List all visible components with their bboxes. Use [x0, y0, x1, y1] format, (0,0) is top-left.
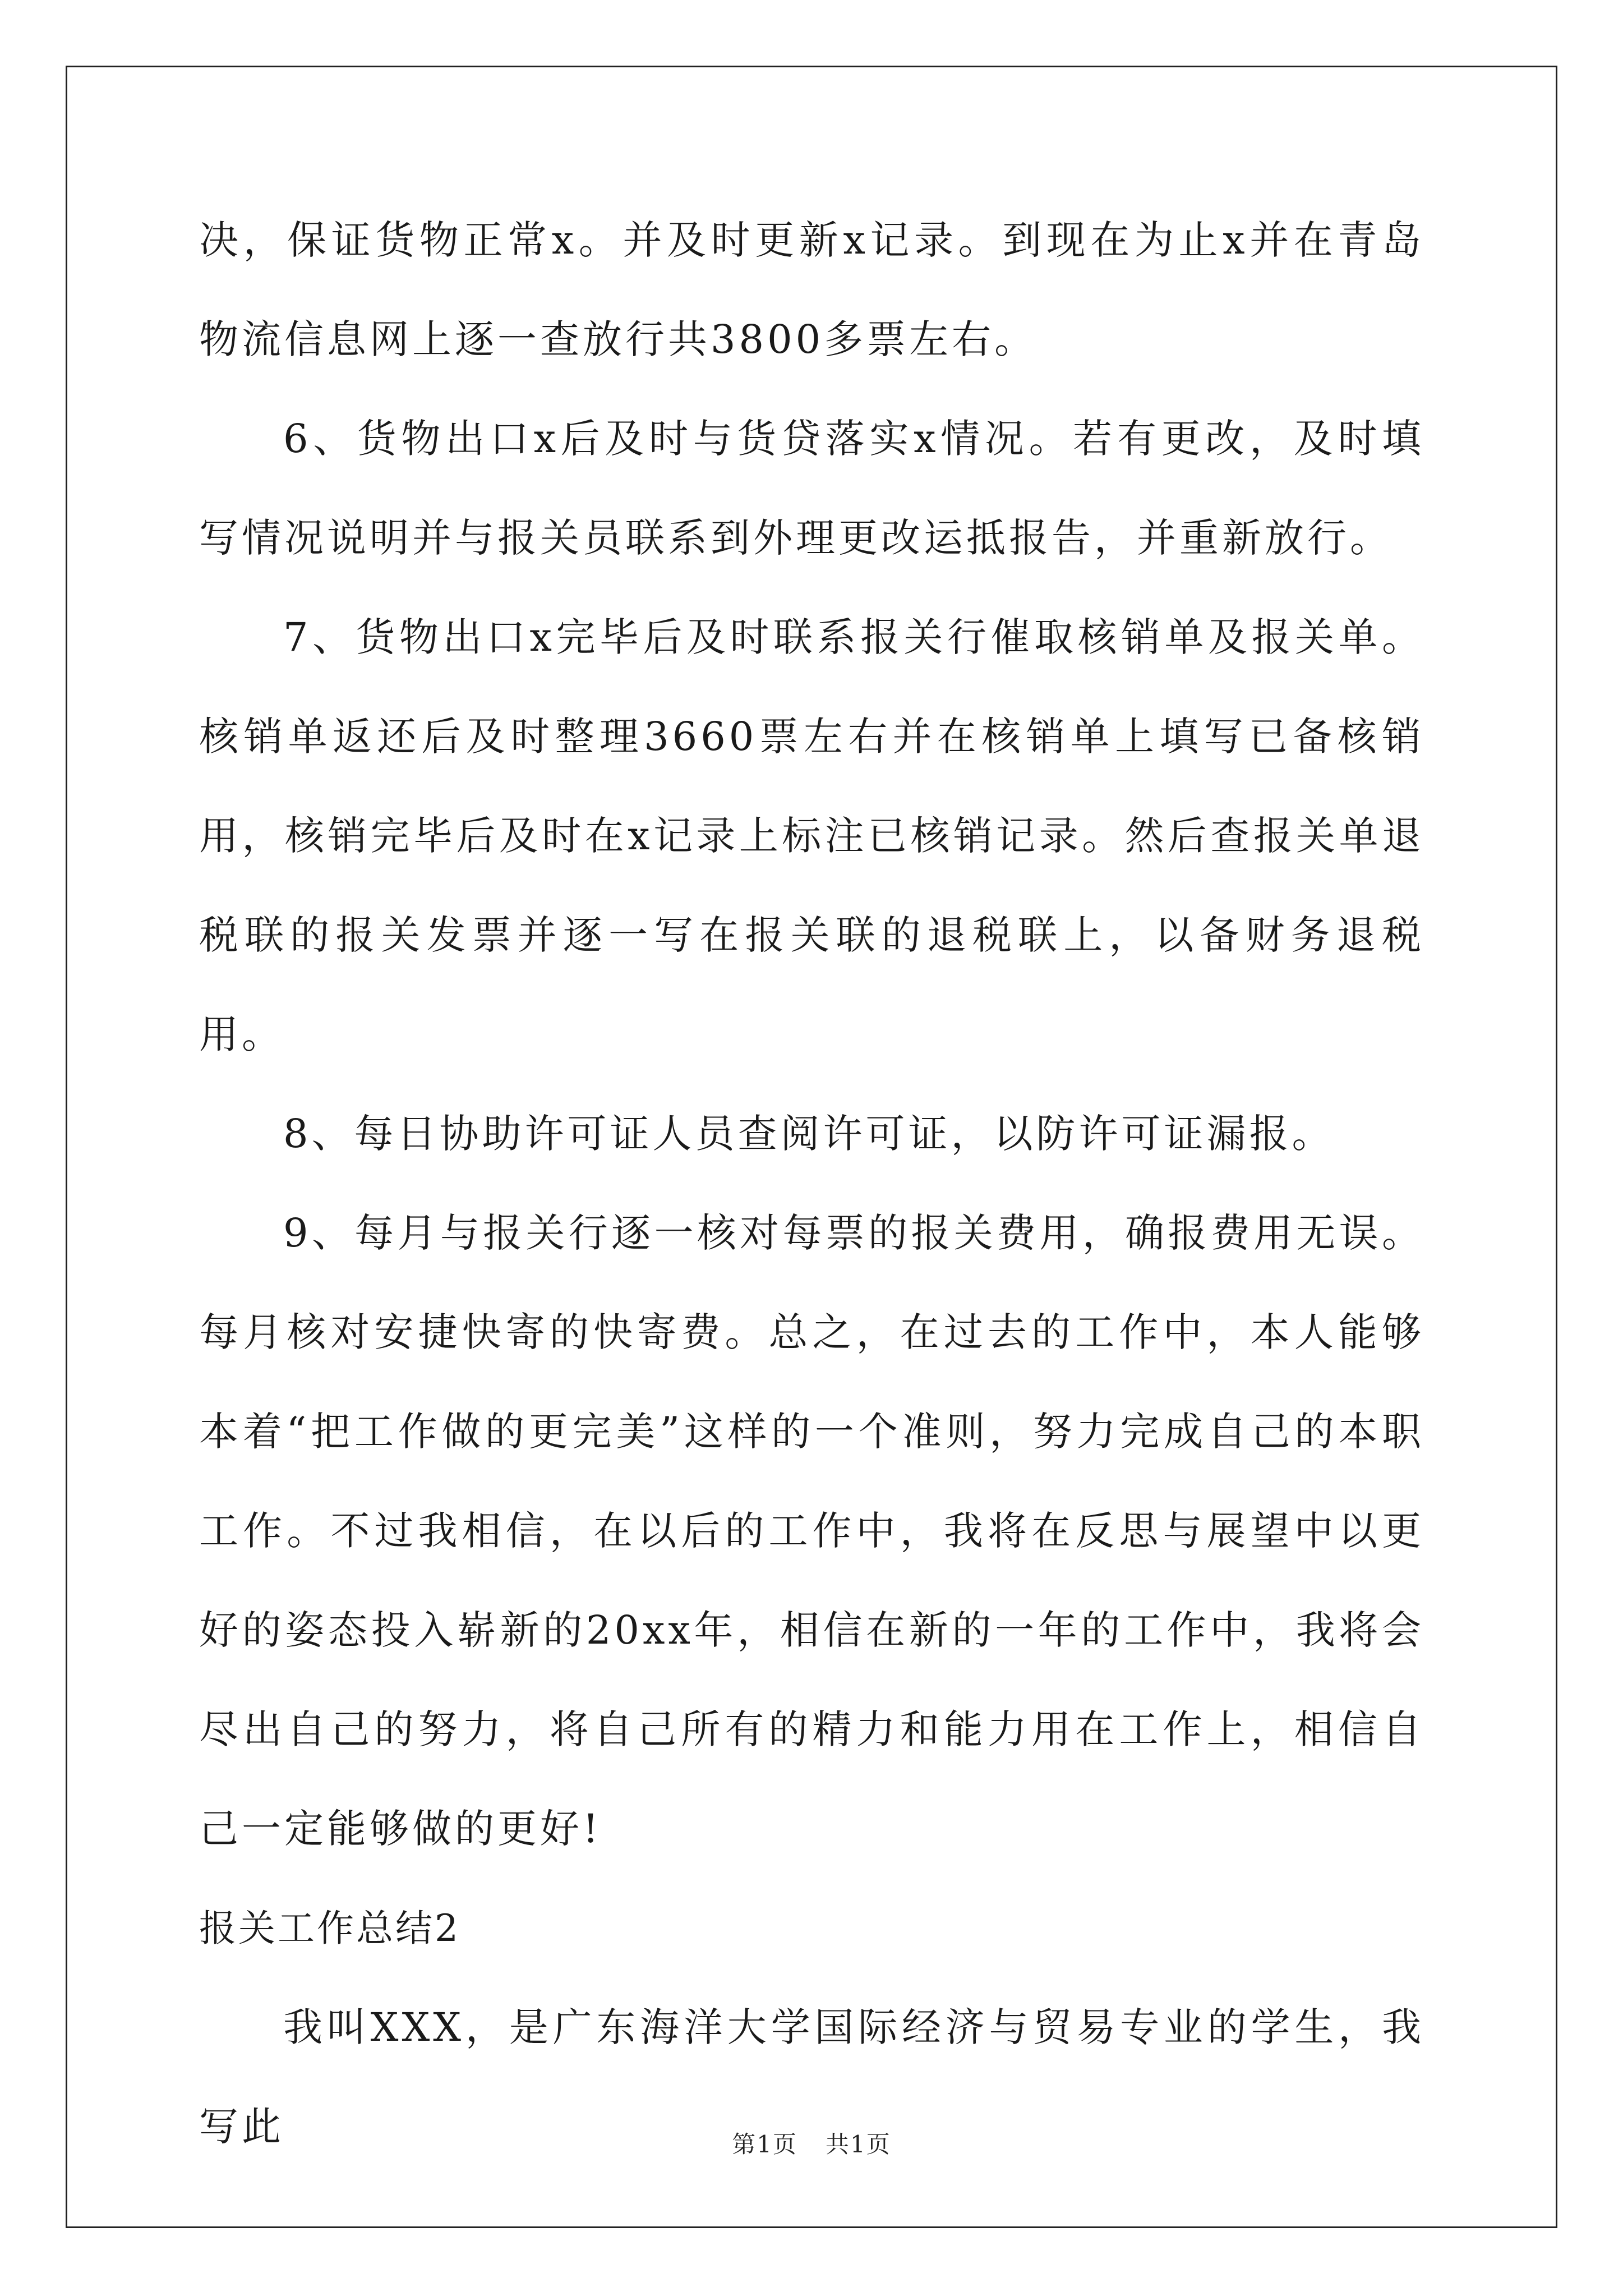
- paragraph-item-7: 7、货物出口x完毕后及时联系报关行催取核销单及报关单。核销单返还后及时整理3660票左右并在核销单上填写已备核销用，核销完毕后及时在x记录上标注已核销记录。然后查报关单退税联的报关发票并逐一写在报关联的退税联上，以备财务退税用。: [199, 614, 1424, 1057]
- paragraph-item-6: 6、货物出口x后及时与货贷落实x情况。若有更改，及时填写情况说明并与报关员联系到外理更改运抵报告，并重新放行。: [199, 416, 1424, 561]
- document-body: [199, 191, 1424, 2177]
- paragraph-item-9: 9、每月与报关行逐一核对每票的报关费用，确报费用无误。每月核对安捷快寄的快寄费。总之，在过去的工作中，本人能够本着“把工作做的更完美”这样的一个准则，努力完成自己的本职工作。不过我相信，在以后的工作中，我将在反思与展望中以更好的姿态投入崭新的20xx年，相信在新的一年的工作中，我将会尽出自己的努力，将自己所有的精力和能力用在工作上，相信自己一定能够做的更好!: [199, 1210, 1424, 1852]
- page-footer: [0, 2126, 1623, 2160]
- page-number-current: 第1页: [732, 2131, 797, 2158]
- paragraph-intro: 我叫XXX，是广东海洋大学国际经济与贸易专业的学生，我写此: [199, 2004, 1424, 2150]
- section-heading: 报关工作总结2: [199, 1907, 460, 1950]
- page-number-total: 共1页: [826, 2131, 891, 2158]
- paragraph-item-8: 8、每日协助许可证人员查阅许可证，以防许可证漏报。: [283, 1111, 1335, 1157]
- paragraph-continued: 决，保证货物正常x。并及时更新x记录。到现在为止x并在青岛物流信息网上逐一查放行共3800多票左右。: [199, 217, 1424, 362]
